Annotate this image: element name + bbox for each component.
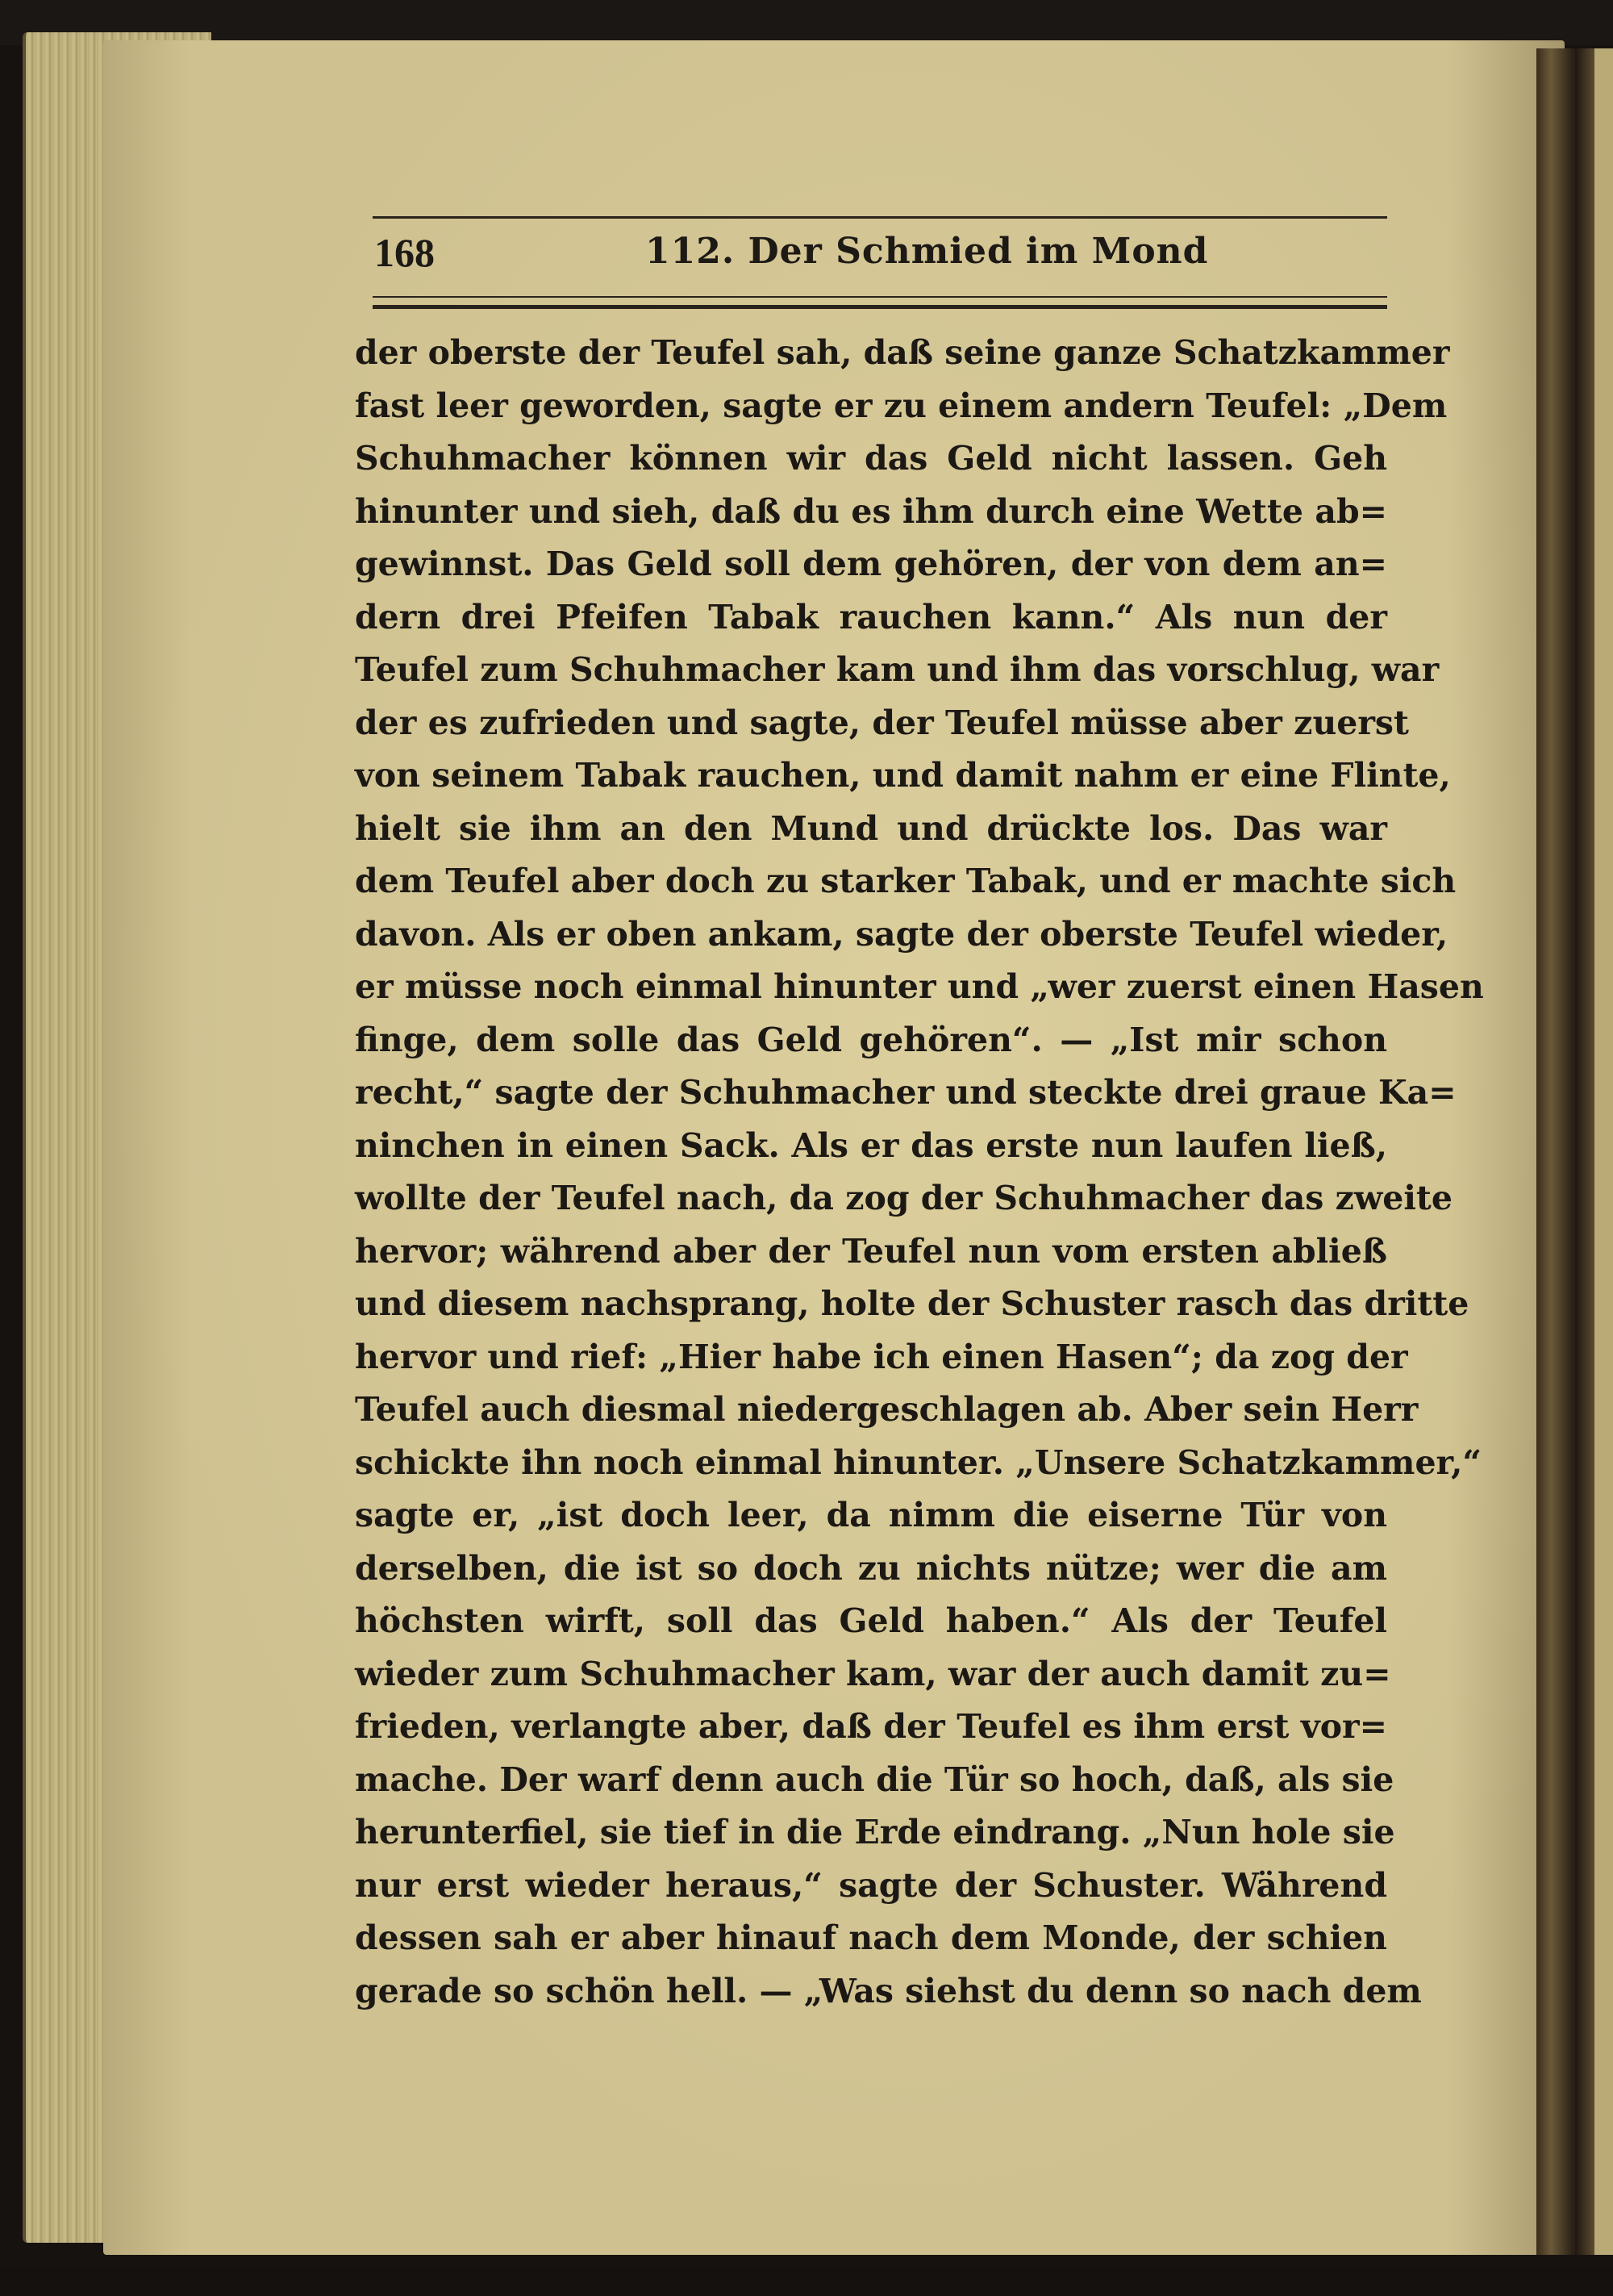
text-line: hinunter und sieh, daß du es ihm durch eine Wette ab=	[355, 491, 1387, 531]
text-line: derselben, die ist so doch zu nichts nütze; wer die am	[355, 1548, 1387, 1588]
text-line: Schuhmacher können wir das Geld nicht lassen. Geh	[355, 439, 1387, 478]
scan-background-top	[0, 0, 1613, 45]
text-line: davon. Als er oben ankam, sagte der oberste Teufel wieder,	[355, 914, 1448, 954]
text-line: der es zufrieden und sagte, der Teufel müsse aber zuerst	[355, 703, 1409, 742]
body-text	[355, 327, 1484, 2018]
text-line: Teufel auch diesmal niedergeschlagen ab. Aber sein Herr	[355, 1390, 1419, 1429]
text-line: wollte der Teufel nach, da zog der Schuhmacher das zweite	[355, 1179, 1453, 1217]
header-rule-bottom-thin	[373, 296, 1387, 298]
text-line: gewinnst. Das Geld soll dem gehören, der von dem an=	[355, 545, 1387, 583]
text-line: hervor und rief: „Hier habe ich einen Hasen“; da zog der	[355, 1337, 1408, 1376]
text-line: schickte ihn noch einmal hinunter. „Unsere Schatzkammer,“	[355, 1442, 1482, 1482]
book-gutter	[1536, 48, 1573, 2255]
text-line: der oberste der Teufel sah, daß seine ganze Schatzkammer	[355, 333, 1450, 372]
facing-page-edge	[1573, 48, 1613, 2255]
text-line: mache. Der warf denn auch die Tür so hoch, daß, als sie	[355, 1760, 1394, 1799]
text-line: Teufel zum Schuhmacher kam und ihm das vorschlug, war	[355, 650, 1440, 689]
text-line: er müsse noch einmal hinunter und „wer zuerst einen Hasen	[355, 967, 1484, 1006]
header-rule-bottom-thick	[373, 305, 1387, 309]
page-header	[373, 226, 1387, 287]
text-line: dern drei Pfeifen Tabak rauchen kann.“ Als nun der	[355, 597, 1387, 637]
text-line: finge, dem solle das Geld gehören“. — „Ist mir schon	[355, 1020, 1387, 1059]
text-line: von seinem Tabak rauchen, und damit nahm er eine Flinte,	[355, 756, 1451, 795]
text-line: wieder zum Schuhmacher kam, war der auch damit zu=	[355, 1654, 1391, 1693]
running-title: 112. Der Schmied im Mond	[645, 231, 1209, 272]
text-line: hervor; während aber der Teufel nun vom ersten abließ	[355, 1231, 1387, 1271]
scan-background-bottom	[0, 2267, 1613, 2296]
text-line: fast leer geworden, sagte er zu einem andern Teufel: „Dem	[355, 386, 1448, 425]
page-number: 168	[374, 230, 435, 275]
text-line: frieden, verlangte aber, daß der Teufel es ihm erst vor=	[355, 1707, 1387, 1746]
text-line: höchsten wirft, soll das Geld haben.“ Als der Teufel	[355, 1601, 1387, 1640]
text-line: ninchen in einen Sack. Als er das erste nun laufen ließ,	[355, 1125, 1387, 1165]
text-line: hielt sie ihm an den Mund und drückte los. Das war	[355, 808, 1387, 848]
text-line: gerade so schön hell. — „Was siehst du denn so nach dem	[355, 1971, 1422, 2010]
text-line: und diesem nachsprang, holte der Schuster rasch das dritte	[355, 1284, 1469, 1323]
header-rule-top	[373, 216, 1387, 219]
text-line: dessen sah er aber hinauf nach dem Monde, der schien	[355, 1918, 1387, 1957]
text-line: recht,“ sagte der Schuhmacher und steckte drei graue Ka=	[355, 1073, 1457, 1112]
text-line: dem Teufel aber doch zu starker Tabak, und er machte sich	[355, 862, 1457, 900]
text-line: sagte er, „ist doch leer, da nimm die eiserne Tür von	[355, 1496, 1387, 1534]
text-line: herunterfiel, sie tief in die Erde eindrang. „Nun hole sie	[355, 1813, 1395, 1851]
text-line: nur erst wieder heraus,“ sagte der Schuster. Während	[355, 1865, 1387, 1905]
